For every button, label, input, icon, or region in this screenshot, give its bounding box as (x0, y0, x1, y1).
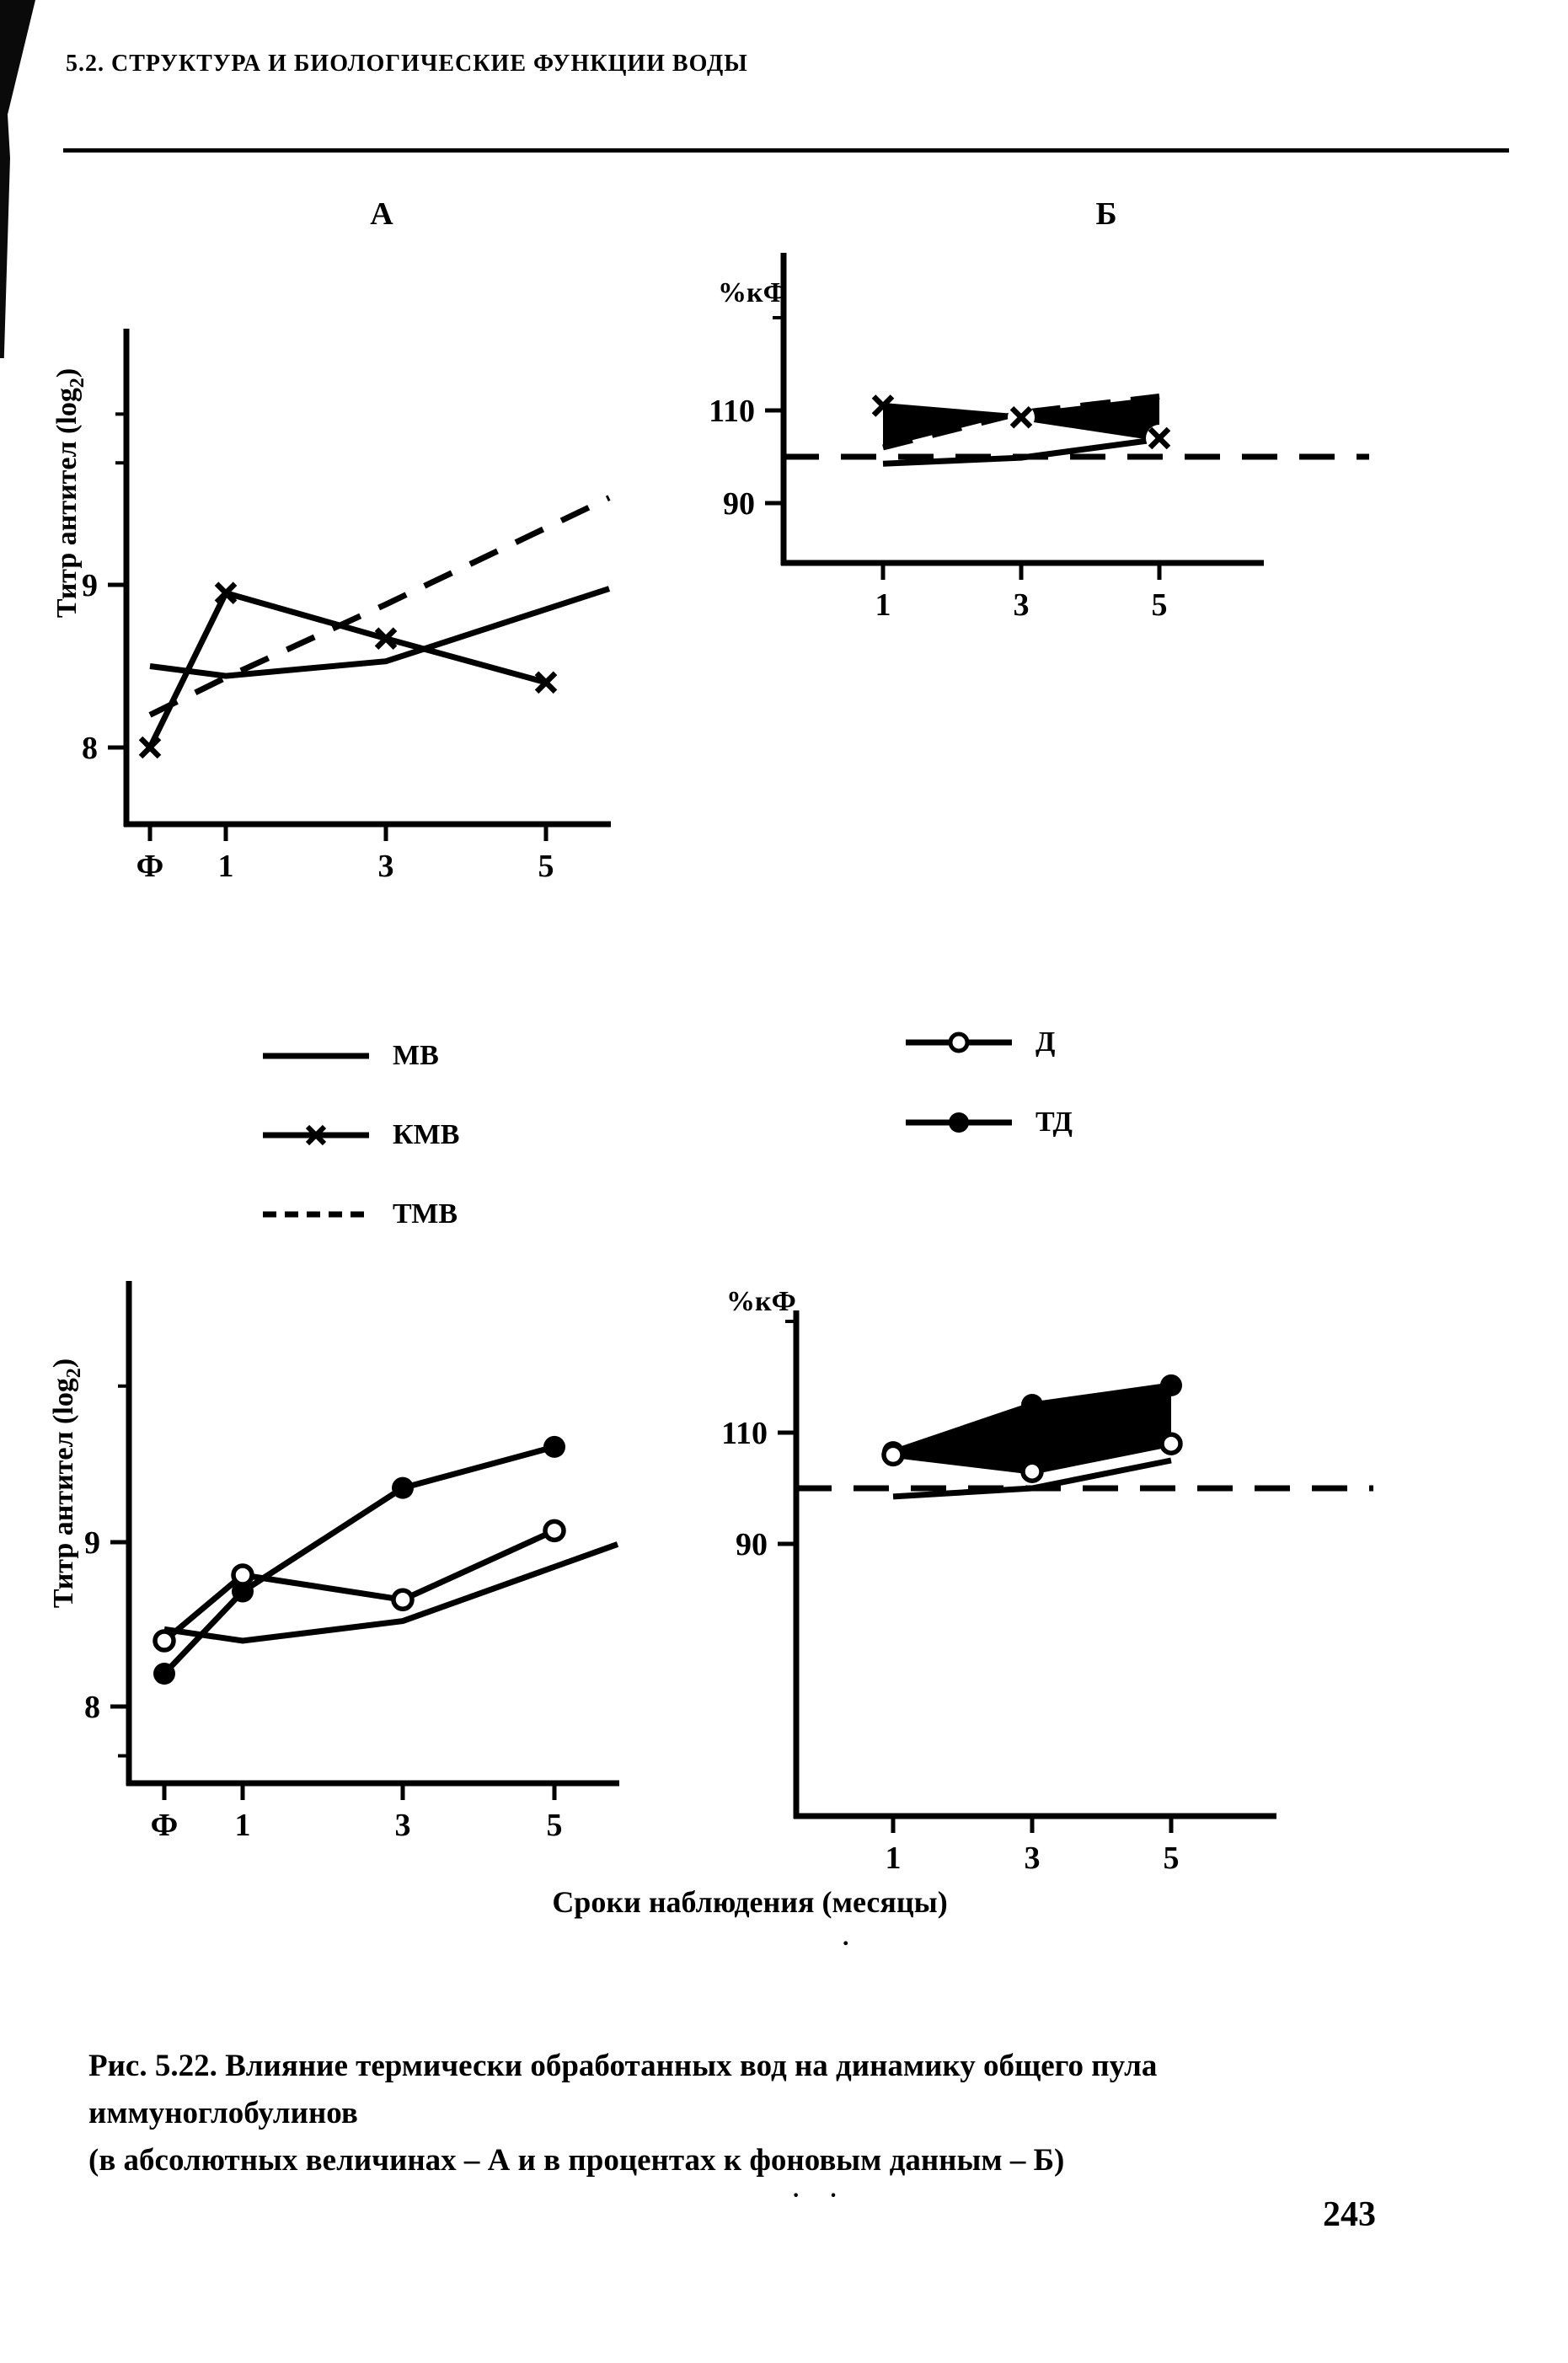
x-tick-label: 1 (234, 1808, 251, 1843)
y-axis-label: %кФ (718, 277, 788, 308)
series-line-КМВ (150, 593, 546, 747)
scan-specks: · · (792, 2183, 849, 2209)
panel-label-b: Б (1095, 196, 1117, 232)
x-tick-label: Ф (136, 849, 164, 884)
open-circle-marker (1162, 1434, 1180, 1453)
y-axis-label: %кФ (726, 1286, 796, 1317)
shared-x-axis-label: Сроки наблюдения (месяцы) (552, 1885, 948, 1919)
open-circle-marker (1023, 1462, 1041, 1481)
legend-item-mv (261, 1038, 459, 1074)
open-circle-line-sample (904, 1030, 1014, 1055)
y-tick-label: 8 (84, 1690, 100, 1725)
axes (124, 329, 611, 827)
legend-item-tmv (261, 1197, 459, 1232)
page-number: 243 (1323, 2195, 1376, 2234)
open-circle-marker (393, 1590, 412, 1609)
y-tick-label: 90 (736, 1527, 768, 1562)
x-tick-label: 1 (875, 587, 891, 623)
figure-caption (88, 2043, 1403, 2184)
legend-item-d (904, 1025, 1073, 1060)
y-tick-label: 90 (723, 486, 755, 522)
x-tick-label: 5 (1151, 587, 1168, 623)
x-tick-label: 5 (538, 849, 554, 884)
caption-line-3: (в абсолютных величинах – А и в процентах к фоновым данным – Б) (88, 2143, 1065, 2178)
x-tick-label: 3 (394, 1808, 411, 1843)
x-tick-label: 1 (217, 849, 234, 884)
filled-circle-marker (392, 1477, 414, 1499)
legend-label-tmv: ТМВ (393, 1198, 458, 1230)
chart-titer-absolute (34, 253, 623, 919)
y-tick-label: 9 (84, 1525, 100, 1561)
axes (794, 1310, 1276, 1819)
chart-percent-top (666, 228, 1390, 624)
filled-circle-marker (1021, 1394, 1043, 1416)
series-line-МВ (883, 439, 1159, 463)
y-tick-label: 8 (82, 731, 98, 766)
legend-distilled-types (904, 1025, 1073, 1185)
section-header: 5.2. СТРУКТУРА И БИОЛОГИЧЕСКИЕ ФУНКЦИИ ВОДЫ (66, 51, 748, 77)
open-circle-marker (155, 1632, 174, 1650)
scan-artifact-left-edge (0, 80, 10, 358)
y-axis-label: Титр антител $(\log_2)$ (51, 367, 88, 619)
legend-water-types (261, 1038, 459, 1276)
solid-line-sample (261, 1044, 371, 1068)
x-tick-label: 1 (885, 1841, 902, 1876)
header-rule (63, 148, 1509, 153)
legend-label-d: Д (1036, 1026, 1056, 1058)
legend-label-kmv: КМВ (393, 1119, 460, 1150)
scan-speck: . (843, 1923, 849, 1951)
caption-line-2: иммуноглобулинов (88, 2096, 358, 2130)
filled-circle-marker (153, 1663, 175, 1685)
legend-label-mv: МВ (393, 1040, 439, 1071)
y-tick-label: 110 (721, 1416, 768, 1451)
y-tick-label: 9 (82, 568, 98, 603)
x-tick-label: 3 (1013, 587, 1030, 623)
open-circle-marker (233, 1566, 252, 1584)
open-circle-marker (884, 1445, 902, 1464)
open-circle-marker (545, 1521, 564, 1540)
x-tick-label: 5 (1163, 1841, 1180, 1876)
legend-item-td (904, 1105, 1073, 1140)
panel-label-a: А (370, 196, 393, 232)
dashed-line-sample (261, 1203, 371, 1226)
chart-percent-bottom (666, 1247, 1390, 1888)
legend-label-td: ТД (1036, 1106, 1073, 1138)
x-tick-label: 5 (546, 1808, 563, 1843)
x-tick-label: 3 (1024, 1841, 1041, 1876)
chart-titer-absolute-bottom (34, 1230, 640, 1879)
legend-item-kmv (261, 1117, 459, 1153)
filled-circle-marker (543, 1436, 565, 1458)
y-tick-label: 110 (709, 394, 755, 429)
filled-circle-line-sample (904, 1110, 1014, 1135)
filled-circle-marker (1160, 1374, 1182, 1396)
x-tick-label: 3 (377, 849, 394, 884)
x-marker-line-sample (261, 1123, 371, 1147)
y-axis-label: Титр антител $(\log_2)$ (48, 1358, 85, 1609)
x-tick-label: Ф (150, 1808, 179, 1843)
caption-line-1: Рис. 5.22. Влияние термически обработанных вод на динамику общего пула (88, 2049, 1158, 2083)
